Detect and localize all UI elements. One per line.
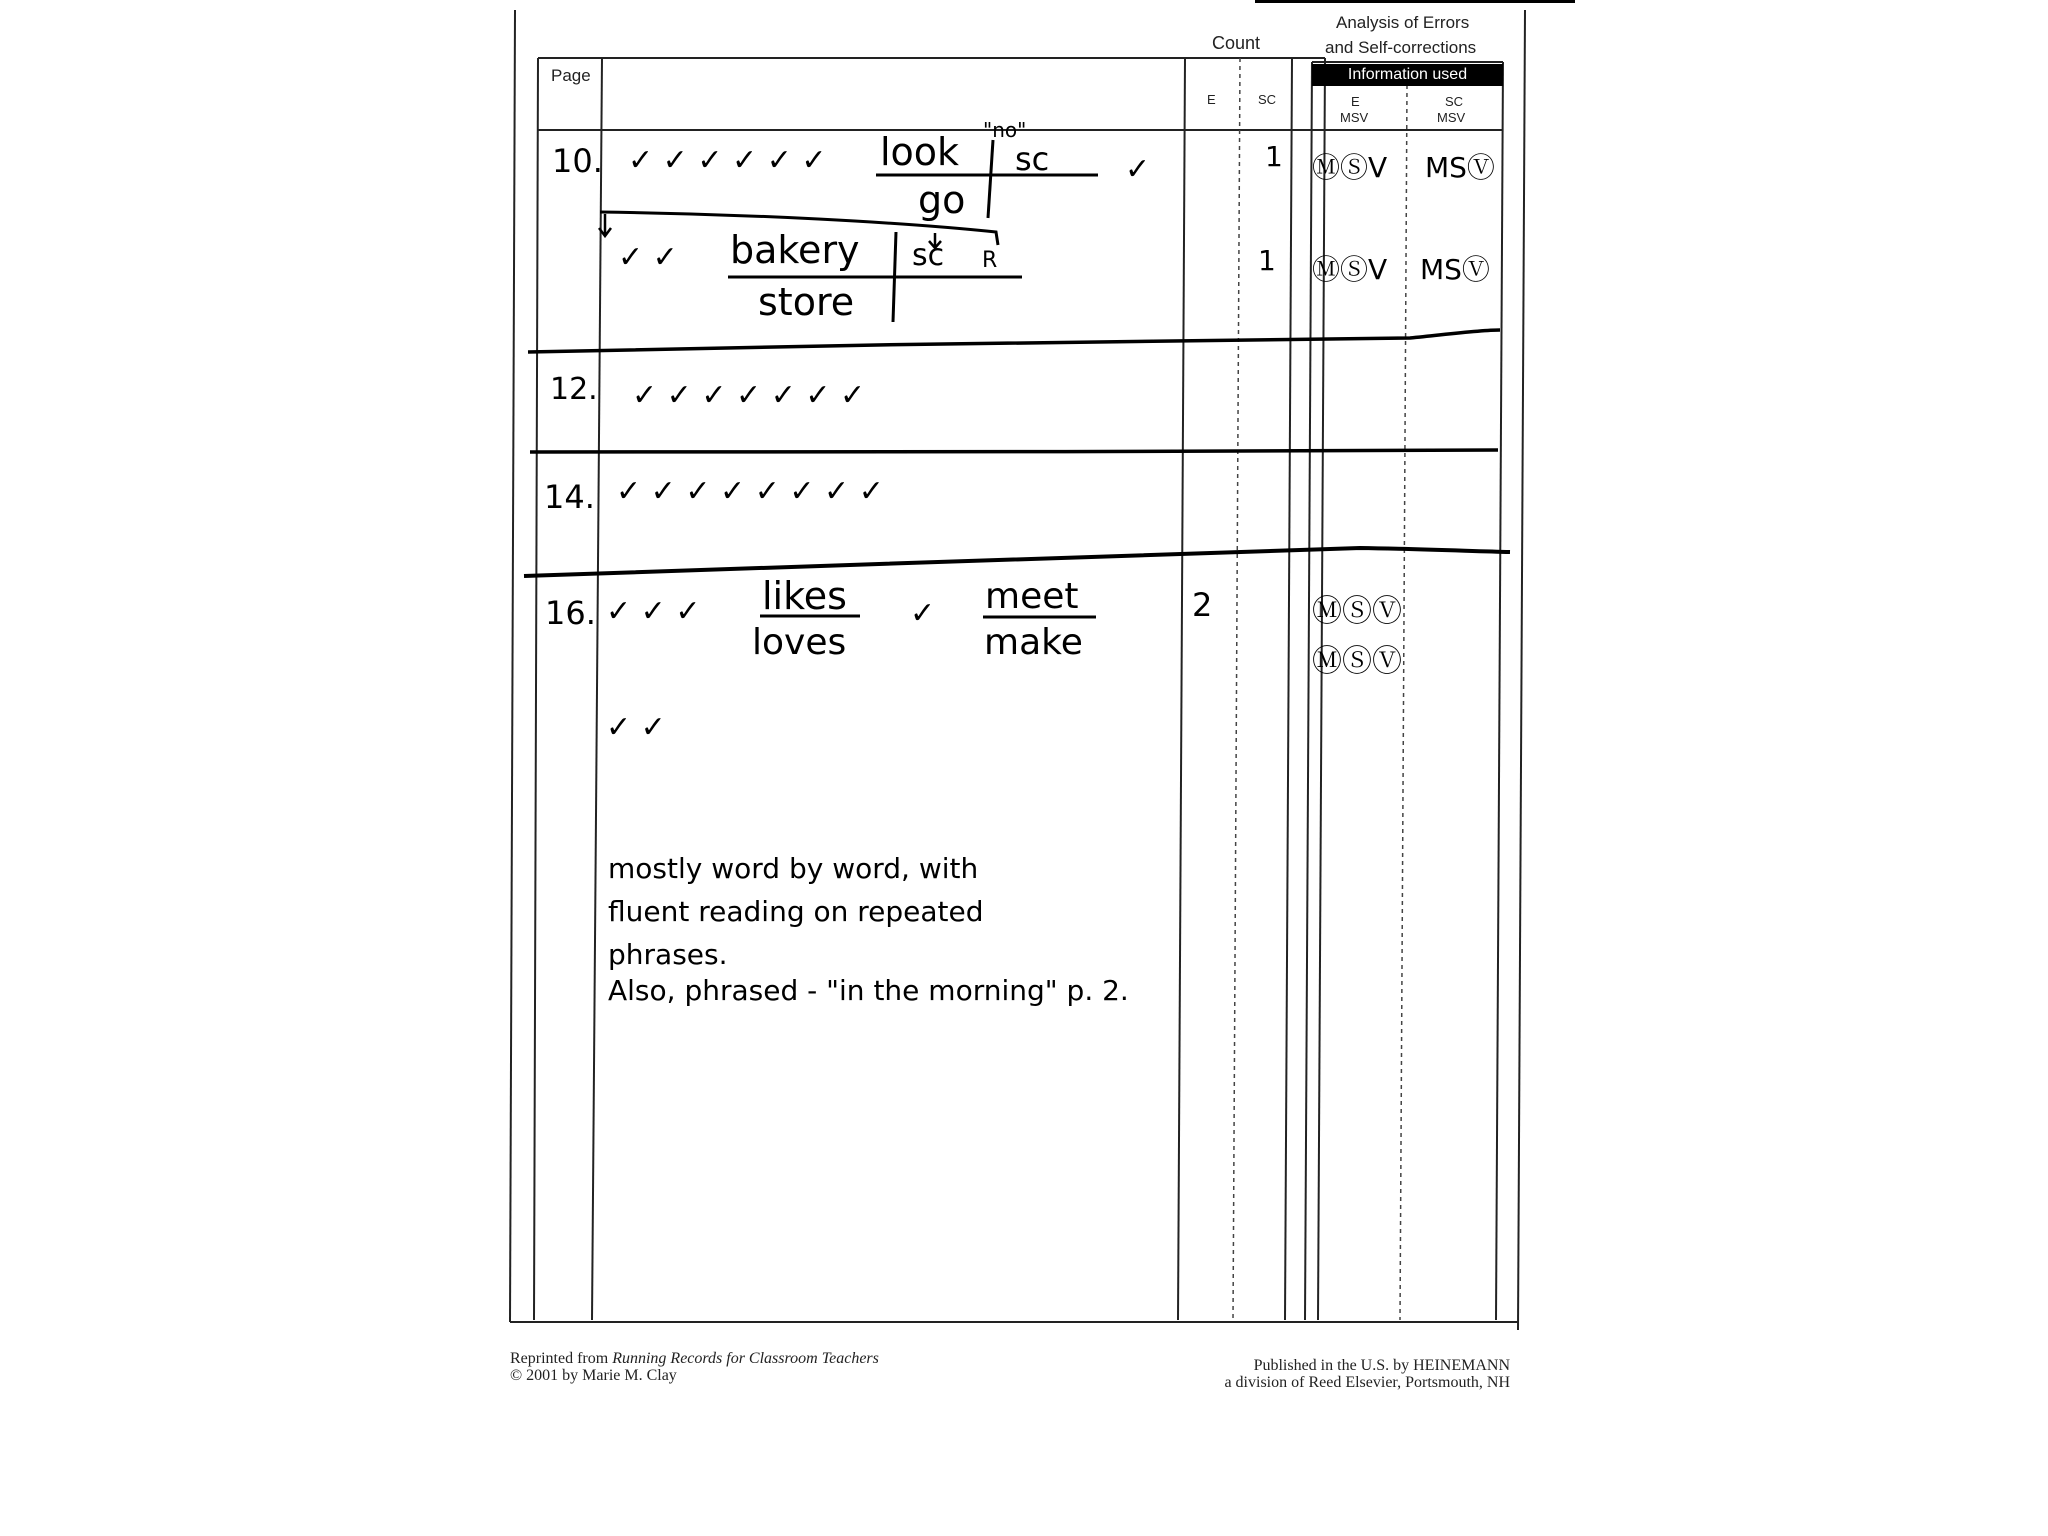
p12-checks: ✓ ✓ ✓ ✓ ✓ ✓ ✓ xyxy=(632,378,866,413)
p10-checks-c: ✓ ✓ xyxy=(618,240,678,275)
p10-sc-mark-2: sc xyxy=(912,238,945,273)
p16-check-mid: ✓ xyxy=(910,596,936,631)
p16-checks-b: ✓ ✓ xyxy=(606,710,666,745)
note-line-3: phrases. xyxy=(608,938,728,971)
p10-text-word: look xyxy=(880,130,960,174)
p10-sc-msv: MSⓋ xyxy=(1425,151,1495,184)
p10-e-msv: ⓂⓈV xyxy=(1312,151,1388,184)
count-heading: Count xyxy=(1212,33,1261,53)
analysis-heading-line1: Analysis of Errors xyxy=(1336,13,1470,32)
p16-e-msv: ⓂⓈⓋ xyxy=(1312,594,1402,629)
footer-publisher: Published in the U.S. by HEINEMANN xyxy=(1253,1357,1510,1374)
note-line-2: fluent reading on repeated xyxy=(608,895,984,928)
p16-text-word: likes xyxy=(762,574,847,618)
page-number-14: 14. xyxy=(544,478,595,516)
p10-repeat-mark: R xyxy=(982,248,998,273)
p10-checks-b: ✓ xyxy=(1125,152,1151,187)
note-line-1: mostly word by word, with xyxy=(608,852,979,885)
page-number-12: 12. xyxy=(550,372,598,407)
footer-publisher-division: a division of Reed Elsevier, Portsmouth, NH xyxy=(1224,1374,1510,1391)
p10-sc-mark: sc xyxy=(1015,140,1050,178)
p10-said-word: go xyxy=(918,178,966,222)
count-e-heading: E xyxy=(1207,92,1216,107)
p10-sc-count-2: 1 xyxy=(1258,244,1276,277)
p10-said-word-2: store xyxy=(758,280,855,324)
p10-checks-a: ✓ ✓ ✓ ✓ ✓ ✓ xyxy=(628,143,827,178)
p10-text-word-2: bakery xyxy=(730,228,860,272)
p16-e-count: 2 xyxy=(1192,586,1213,624)
p16-said-word-2: make xyxy=(984,622,1083,663)
p14-checks: ✓ ✓ ✓ ✓ ✓ ✓ ✓ ✓ xyxy=(616,474,884,509)
p16-e-msv-2: ⓂⓈⓋ xyxy=(1312,644,1402,679)
sc-msv-heading-top: SC xyxy=(1445,94,1464,109)
count-sc-heading: SC xyxy=(1258,92,1277,107)
p10-e-msv-2: ⓂⓈV xyxy=(1312,253,1388,286)
e-msv-heading-bottom: MSV xyxy=(1340,110,1369,125)
page-column-heading: Page xyxy=(551,66,591,85)
footer-credit xyxy=(510,1350,879,1368)
p10-sc-msv-2: MSⓋ xyxy=(1420,253,1490,286)
p10-told-note: "no" xyxy=(983,118,1027,142)
e-msv-heading-top: E xyxy=(1351,94,1360,109)
page-number-10: 10. xyxy=(552,142,603,180)
note-line-4: Also, phrased - "in the morning" p. 2. xyxy=(608,974,1129,1007)
footer-book-title: Running Records for Classroom Teachers xyxy=(612,1350,879,1367)
page-number-16: 16. xyxy=(545,594,596,632)
p10-sc-count: 1 xyxy=(1265,140,1283,173)
footer-copyright: © 2001 by Marie M. Clay xyxy=(510,1367,677,1384)
analysis-heading-line2: and Self-corrections xyxy=(1325,38,1477,57)
p16-said-word: loves xyxy=(752,622,847,663)
footer-credit-prefix: Reprinted from xyxy=(510,1350,613,1367)
sc-msv-heading-bottom: MSV xyxy=(1437,110,1466,125)
p16-text-word-2: meet xyxy=(985,576,1079,617)
p16-checks-a: ✓ ✓ ✓ xyxy=(606,594,701,629)
information-used-banner: Information used xyxy=(1312,64,1503,86)
